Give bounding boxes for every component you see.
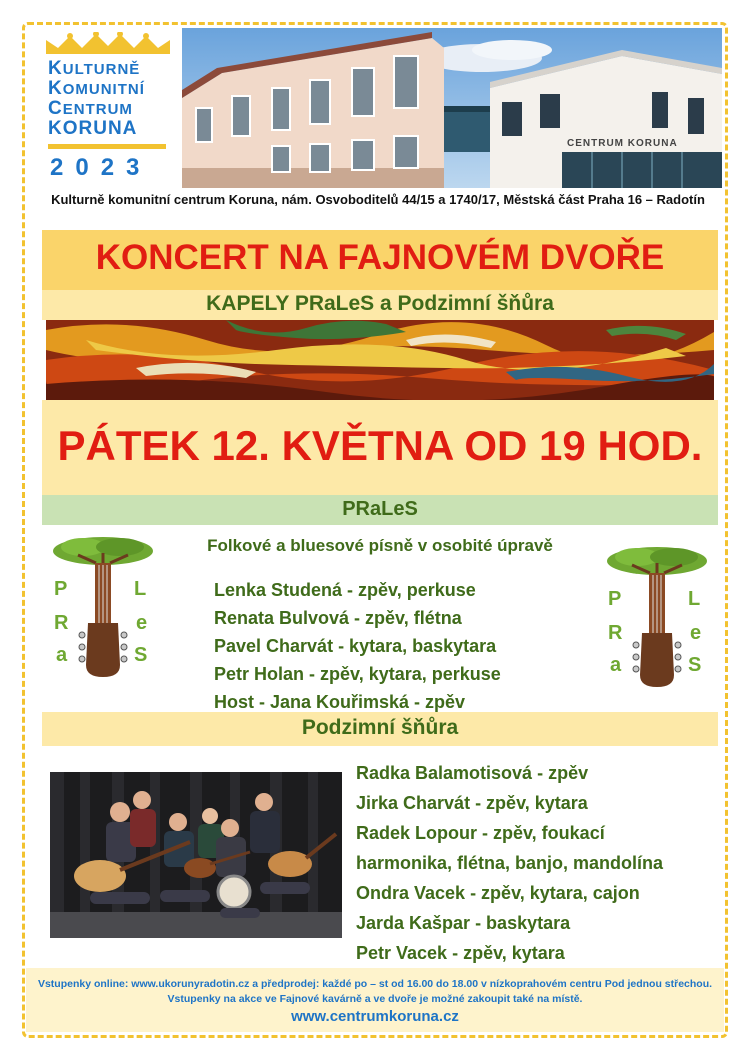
logo-year: 2023 (50, 154, 152, 181)
prales-tree-logo-right (602, 545, 712, 695)
list-item: Radek Lopour - zpěv, foukací (356, 823, 605, 843)
logo-line-kulturne: KULTURNĚ (48, 58, 141, 79)
logo-divider (48, 144, 166, 149)
event-date: PÁTEK 12. KVĚTNA OD 19 HOD. (57, 422, 703, 469)
logo-letter-p: P (608, 588, 622, 610)
band-group-photo (50, 772, 342, 938)
logo-letter-a: a (56, 644, 68, 666)
list-item: Renata Bulvová - zpěv, flétna (214, 608, 462, 628)
band2-heading-band (42, 712, 718, 746)
band1-tagline: Folkové a bluesové písně v osobité úpravě (207, 536, 553, 555)
abstract-painting-image (46, 320, 714, 400)
ticket-info-onsite: Vstupenky na akce ve Fajnové kavárně a ve dvoře je možné zakoupit také na místě. (167, 993, 583, 1005)
event-title: KONCERT NA FAJNOVÉM DVOŘE (95, 238, 665, 277)
logo-letter-s: S (134, 644, 148, 666)
list-item: Jarda Kašpar - baskytara (356, 913, 571, 933)
band2-member-list (356, 758, 716, 968)
list-item: Petr Vacek - zpěv, kytara (356, 943, 565, 963)
logo-line-centrum: CENTRUM (48, 98, 133, 119)
event-subtitle: KAPELY PRaLeS a Podzimní šňůra (206, 292, 554, 315)
logo-letter-a: a (610, 654, 622, 676)
koruna-logo (38, 32, 178, 182)
building-photo (182, 28, 722, 188)
band1-member-list (214, 576, 574, 716)
title-band (42, 230, 718, 290)
logo-letter-s: S (688, 654, 702, 676)
band2-name: Podzimní šňůra (301, 716, 459, 739)
logo-line-koruna: KORUNA (48, 118, 138, 139)
logo-letter-r: R (608, 622, 623, 644)
prales-tree-logo-left (48, 535, 158, 685)
band1-name: PRaLeS (342, 498, 418, 520)
ticket-info-online: Vstupenky online: www.ukorunyradotin.cz a předprodej: každé po – st od 16.00 do 18.00 v nízkoprahovém centru Pod jednou střechou. (37, 978, 713, 990)
date-band (42, 400, 718, 495)
logo-letter-e: e (136, 612, 148, 634)
list-item: Petr Holan - zpěv, kytara, perkuse (214, 664, 501, 684)
logo-letter-e: e (690, 622, 702, 644)
logo-letter-p: P (54, 578, 68, 600)
list-item: Ondra Vacek - zpěv, kytara, cajon (356, 883, 640, 903)
website-link[interactable]: www.centrumkoruna.cz (291, 1008, 459, 1025)
list-item: Lenka Studená - zpěv, perkuse (214, 580, 476, 600)
list-item: Radka Balamotisová - zpěv (356, 763, 589, 783)
subtitle-band (42, 290, 718, 320)
footer (26, 968, 724, 1032)
list-item: Pavel Charvát - kytara, baskytara (214, 636, 497, 656)
list-item: Host - Jana Kouřimská - zpěv (214, 692, 466, 712)
logo-line-komunitni: KOMUNITNÍ (48, 78, 145, 99)
logo-letter-r: R (54, 612, 69, 634)
band1-heading-band (42, 495, 718, 525)
building-sign: CENTRUM KORUNA (567, 138, 678, 149)
logo-letter-l: L (134, 578, 147, 600)
list-item: harmonika, flétna, banjo, mandolína (356, 853, 664, 873)
crown-icon (44, 32, 172, 56)
list-item: Jirka Charvát - zpěv, kytara (356, 793, 588, 813)
logo-letter-l: L (688, 588, 701, 610)
venue-address: Kulturně komunitní centrum Koruna, nám. Osvoboditelů 44/15 a 1740/17, Městská část Praha 16 – Radotín (51, 192, 705, 207)
